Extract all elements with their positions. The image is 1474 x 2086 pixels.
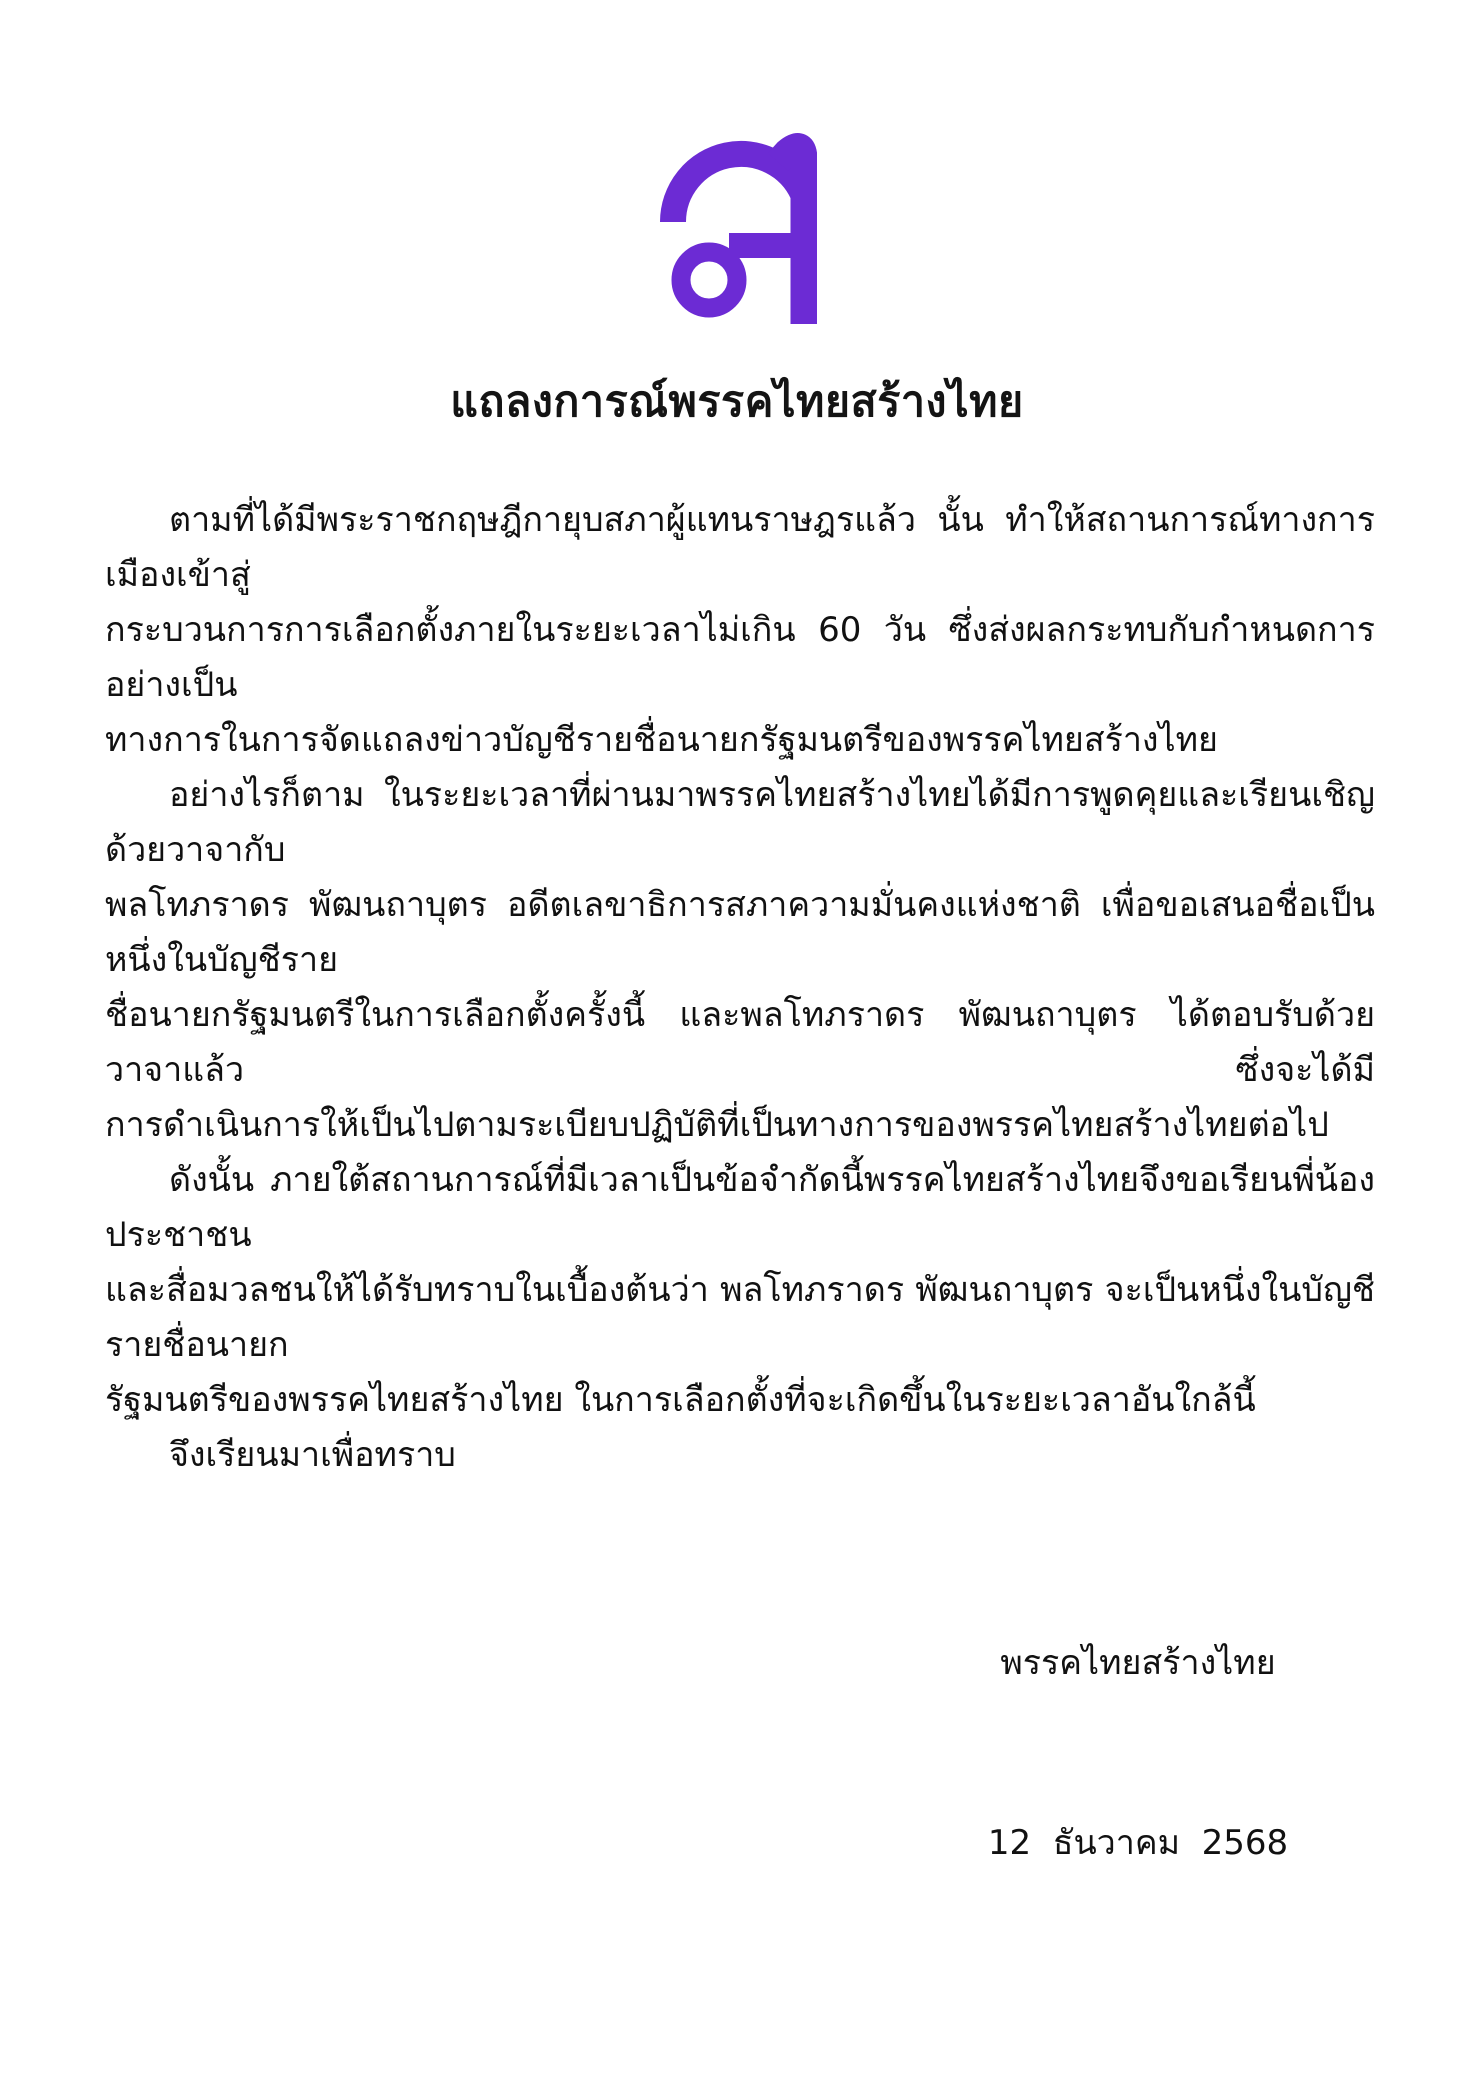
body-line: จึงเรียนมาเพื่อทราบ — [169, 1435, 456, 1475]
body-line: การดำเนินการให้เป็นไปตามระเบียบปฏิบัติที่เป็นทางการของพรรคไทยสร้างไทยต่อไป — [105, 1105, 1329, 1145]
body-line: ดังนั้น ภายใต้สถานการณ์ที่มีเวลาเป็นข้อจำกัดนี้พรรคไทยสร้างไทยจึงขอเรียนพี่น้องประชาชน — [105, 1160, 1375, 1255]
signature-date: 12 ธันวาคม 2568 — [987, 1823, 1289, 1863]
body-line: อย่างไรก็ตาม ในระยะเวลาที่ผ่านมาพรรคไทยสร้างไทยได้มีการพูดคุยและเรียนเชิญด้วยวาจากับ — [105, 775, 1375, 870]
signature-party-name: พรรคไทยสร้างไทย — [1000, 1643, 1276, 1683]
body-line: กระบวนการการเลือกตั้งภายในระยะเวลาไม่เกิน 60 วัน ซึ่งส่งผลกระทบกับกำหนดการอย่างเป็น — [105, 610, 1375, 705]
body-line: รัฐมนตรีของพรรคไทยสร้างไทย ในการเลือกตั้งที่จะเกิดขึ้นในระยะเวลาอันใกล้นี้ — [105, 1380, 1256, 1420]
body-line: และสื่อมวลชนให้ได้รับทราบในเบื้องต้นว่า พลโทภราดร พัฒนถาบุตร จะเป็นหนึ่งในบัญชีรายชื่อนายก — [105, 1270, 1375, 1365]
body-line: ตามที่ได้มีพระราชกฤษฎีกายุบสภาผู้แทนราษฎรแล้ว นั้น ทำให้สถานการณ์ทางการเมืองเข้าสู่ — [105, 500, 1375, 595]
body-line: ทางการในการจัดแถลงข่าวบัญชีรายชื่อนายกรัฐมนตรีของพรรคไทยสร้างไทย — [105, 720, 1218, 760]
statement-title: แถลงการณ์พรรคไทยสร้างไทย — [450, 377, 1024, 427]
thai-sang-thai-party-logo-icon — [657, 112, 817, 337]
signature-block — [978, 1513, 1298, 1993]
document-body — [105, 493, 1375, 1483]
body-line: พลโทภราดร พัฒนถาบุตร อดีตเลขาธิการสภาความมั่นคงแห่งชาติ เพื่อขอเสนอชื่อเป็นหนึ่งในบัญชีราย — [105, 885, 1375, 980]
body-line: ชื่อนายกรัฐมนตรีในการเลือกตั้งครั้งนี้ และพลโทภราดร พัฒนถาบุตร ได้ตอบรับด้วยวาจาแล้ว ซึ่งจะได้มี — [105, 995, 1375, 1090]
